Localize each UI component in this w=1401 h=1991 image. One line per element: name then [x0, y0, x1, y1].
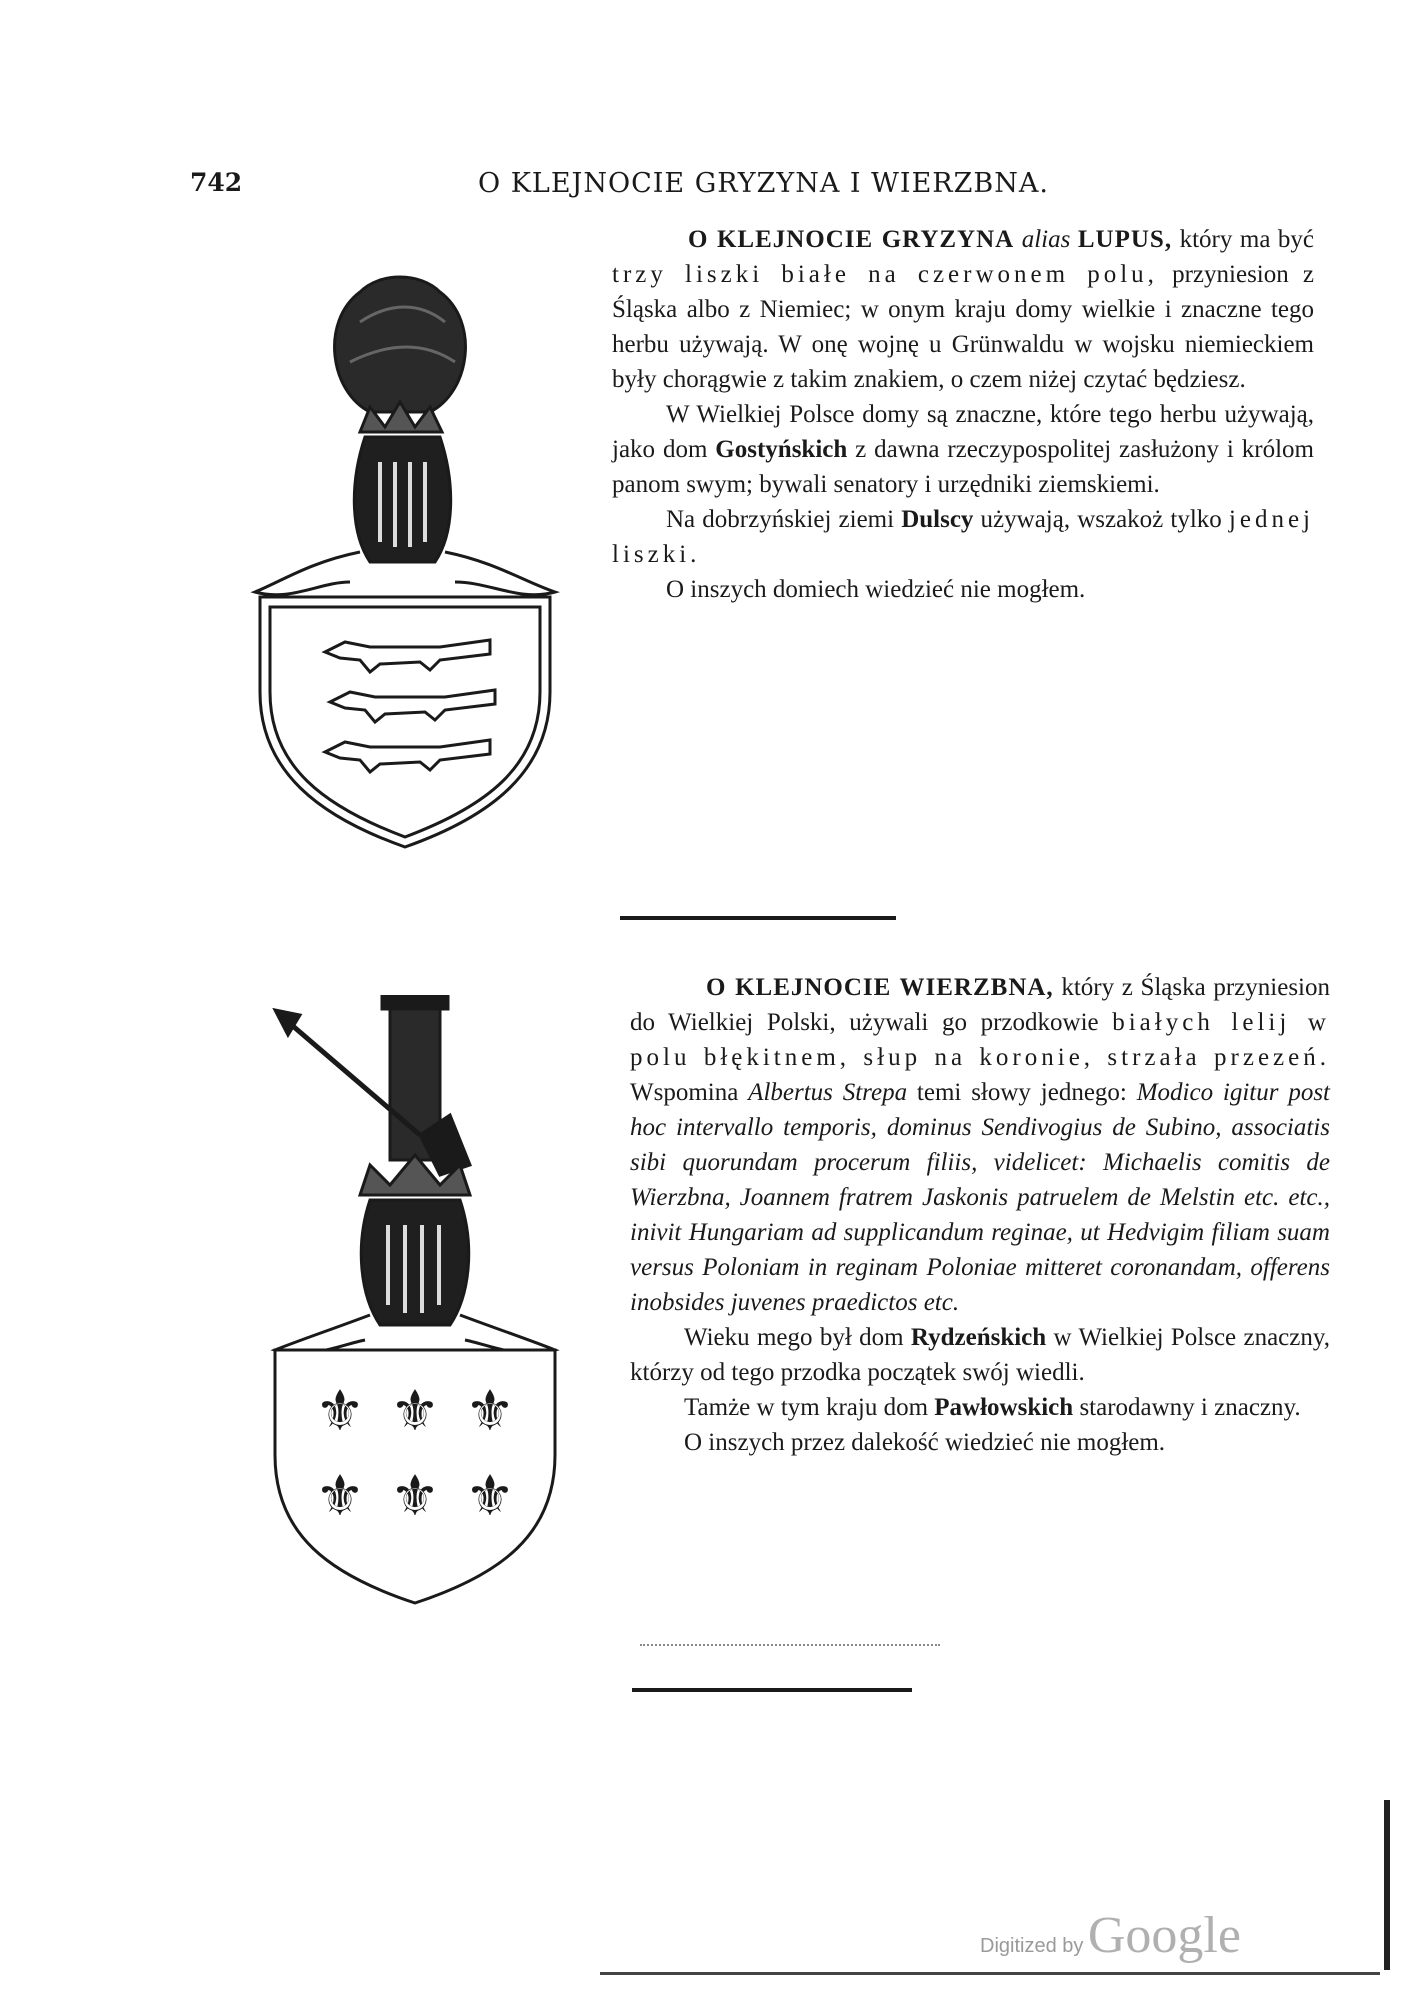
family-rydzenskich: Rydzeńskich [910, 1324, 1047, 1351]
section-gryzyna [612, 222, 1314, 607]
wierzbna-paragraph-1 [630, 970, 1330, 1320]
gryzyna-paragraph-3 [612, 502, 1314, 572]
google-watermark [980, 1906, 1241, 1965]
dotted-separator [640, 1644, 940, 1646]
family-pawlowskich: Pawłowskich [934, 1394, 1074, 1421]
watermark-digitized-by: Digitized by [980, 1935, 1084, 1957]
wierzbna-coat-of-arms-icon [270, 995, 560, 1605]
gryzyna-paragraph-2 [612, 397, 1314, 502]
gryzyna-coat-of-arms-icon [250, 262, 560, 852]
gryzyna-paragraph-4: O inszych domiech wiedzieć nie mogłem. [666, 576, 1086, 603]
running-title: O KLEJNOCIE GRYZYNA I WIERZBNA. [478, 168, 1049, 199]
wierzbna-text-a: który z Śląska przyniesion do Wielkiej Polski, używali go przodkowie [630, 974, 1330, 1036]
wierzbna-paragraph-2 [630, 1320, 1330, 1390]
gryzyna-text-a: który ma być [1172, 226, 1315, 253]
svg-text:⚜: ⚜ [389, 1464, 441, 1529]
wierzbna-p2-text-b: w Wielkiej Polsce znaczny, którzy od tego przodka początek swój wiedli. [630, 1324, 1330, 1386]
alias-name: LUPUS, [1077, 226, 1173, 253]
section-wierzbna [630, 970, 1330, 1460]
wierzbna-blazon: białych lelij w polu błękitnem, słup na koronie, strzała przezeń. [630, 1009, 1330, 1071]
author-name: Albertus Strepa [748, 1079, 908, 1106]
gryzyna-blazon: trzy liszki białe na czerwonem polu, [612, 261, 1158, 288]
gryzyna-p3-text-b: używają, wszakoż tylko [973, 506, 1229, 533]
latin-quote: Modico igitur post hoc intervallo temporis, dominus Sendivogius de Subino, associatis sibi quorundam procerum filiis, videlicet: Michaelis comitis de Wierzbna, Joannem fratrem Jaskonis patruelem de Melstin etc. etc., inivit Hungariam ad supplicandum reginae, ut Hedvigim filiam suam versus Poloniam in reginam Poloniae mitteret coronandam, offerens inobsides juvenes praedictos etc. [630, 1079, 1330, 1316]
end-divider [632, 1688, 912, 1692]
wierzbna-text-c: temi słowy jednego: [907, 1079, 1137, 1106]
wierzbna-heading: O KLEJNOCIE WIERZBNA, [706, 974, 1054, 1001]
section-divider [620, 916, 896, 920]
alias-word: alias [1021, 226, 1071, 253]
svg-text:⚜: ⚜ [389, 1379, 441, 1444]
svg-text:⚜: ⚜ [464, 1379, 516, 1444]
gryzyna-p3-text-a: Na dobrzyńskiej ziemi [666, 506, 902, 533]
page-header [0, 168, 1401, 208]
wierzbna-text-b: Wspomina [630, 1079, 749, 1106]
page-bottom-edge [600, 1972, 1380, 1975]
family-dulscy: Dulscy [901, 506, 974, 533]
page-number: 742 [190, 168, 243, 197]
gryzyna-p2-text-a: W Wielkiej Polsce domy są znaczne, które tego herbu używają, jako dom [612, 401, 1314, 463]
svg-text:⚜: ⚜ [464, 1464, 516, 1529]
gryzyna-text-b: przyniesion z Śląska albo z Niemiec; w onym kraju domy wielkie i znaczne tego herbu używają. W onę wojnę u Grünwaldu w wojsku niemieckiem były chorągwie z takim znakiem, o czem niżej czytać będziesz. [612, 261, 1314, 393]
gryzyna-paragraph-1 [612, 222, 1314, 397]
svg-text:⚜: ⚜ [314, 1379, 366, 1444]
wierzbna-p2-text-a: Wieku mego był dom [684, 1324, 911, 1351]
gryzyna-p3-spaced: jednej liszki. [612, 506, 1314, 568]
gryzyna-heading: O KLEJNOCIE GRYZYNA [688, 226, 1015, 253]
page-edge-shadow [1384, 1800, 1390, 1970]
family-gostynskich: Gostyńskich [715, 436, 848, 463]
wierzbna-p3-text-b: starodawny i znaczny. [1073, 1394, 1301, 1421]
wierzbna-paragraph-3 [630, 1390, 1330, 1425]
wierzbna-paragraph-4: O inszych przez dalekość wiedzieć nie mogłem. [684, 1429, 1166, 1456]
svg-text:⚜: ⚜ [314, 1464, 366, 1529]
gryzyna-p2-text-b: z dawna rzeczypospolitej zasłużony i królom panom swym; bywali senatory i urzędniki ziemskiemi. [612, 436, 1314, 498]
watermark-google: Google [1087, 1907, 1241, 1964]
wierzbna-p3-text-a: Tamże w tym kraju dom [684, 1394, 935, 1421]
